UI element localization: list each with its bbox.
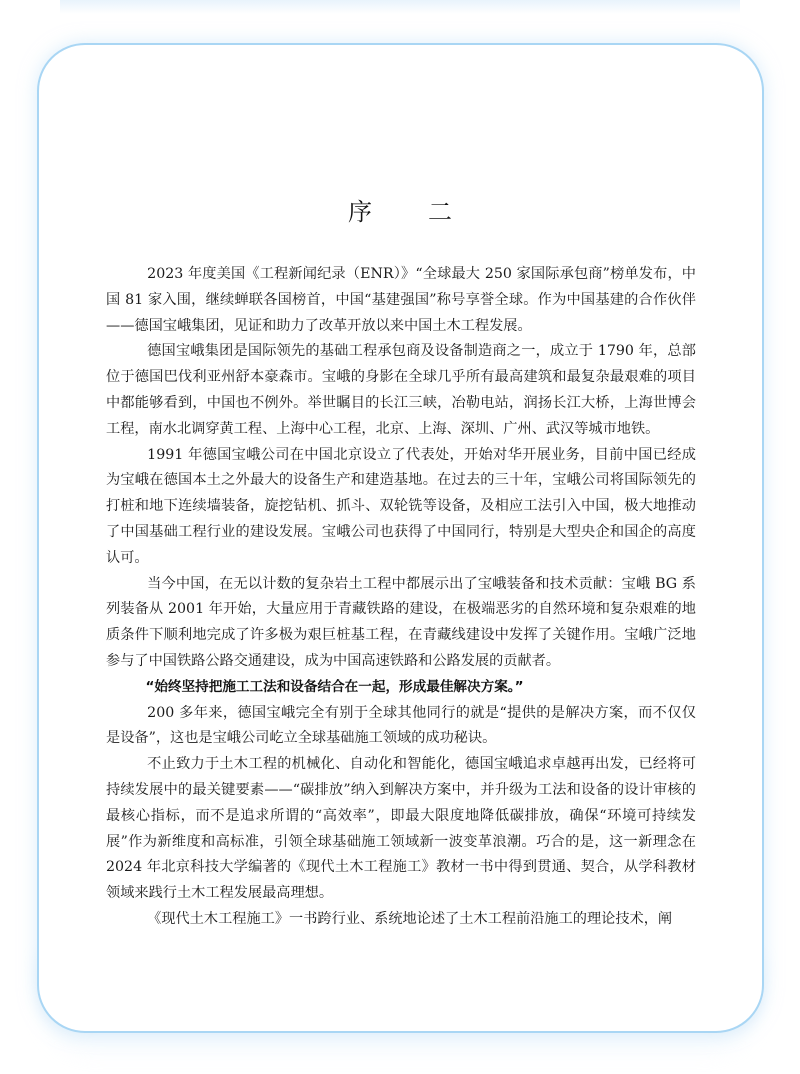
paragraph-qinghai-tibet: 当今中国，在无以计数的复杂岩土工程中都展示出了宝峨装备和技术贡献：宝峨 BG 系列装备从 2001 年开始，大量应用于青藏铁路的建设，在极端恶劣的自然环境和复杂艰难的地质条件下顺利地完成了许多极为艰巨桩基工程，在青藏线建设中发挥了关键作用。宝峨广泛地参与了中国铁路公路交通建设，成为中国高速铁路和公路发展的贡献者。 <box>106 575 696 669</box>
title-char-er: 二 <box>428 198 452 226</box>
preface-body <box>106 262 696 933</box>
paragraph-china-office: 1991 年德国宝峨公司在中国北京设立了代表处，开始对华开展业务，目前中国已经成为宝峨在德国本土之外最大的设备生产和建造基地。在过去的三十年，宝峨公司将国际领先的打桩和地下连续墙装备，旋挖钻机、抓斗、双轮铣等设备，及相应工法引入中国，极大地推动了中国基础工程行业的建设发展。宝峨公司也获得了中国同行，特别是大型央企和国企的高度认可。 <box>106 446 696 566</box>
paragraph-enr-ranking: 2023 年度美国《工程新闻纪录（ENR）》“全球最大 250 家国际承包商”榜单发布，中国 81 家入围，继续蝉联各国榜首，中国“基建强国”称号享誉全球。作为中国基建的合作伙伴——德国宝峨集团，见证和助力了改革开放以来中国土木工程发展。 <box>106 266 696 334</box>
paragraph-carbon-emissions: 不止致力于土木工程的机械化、自动化和智能化，德国宝峨追求卓越再出发，已经将可持续发展中的最关键要素——“碳排放”纳入到解决方案中，并升级为工法和设备的设计审核的最核心指标，而不是追求所谓的“高效率”，即最大限度地降低碳排放，确保“环境可持续发展”作为新维度和高标准，引领全球基础施工领域新一波变革浪潮。巧合的是，这一新理念在 2024 年北京科技大学编著的《现代土木工程施工》教材一书中得到贯通、契合，从学科教材领域来践行土木工程发展最高理想。 <box>106 756 696 902</box>
paragraph-motto-quote: “始终坚持把施工工法和设备结合在一起，形成最佳解决方案。” <box>145 678 524 695</box>
paragraph-bauer-group-intro: 德国宝峨集团是国际领先的基础工程承包商及设备制造商之一，成立于 1790 年，总部位于德国巴伐利亚州舒本豪森市。宝峨的身影在全球几乎所有最高建筑和最复杂最艰难的项目中都能够看到，中国也不例外。举世瞩目的长江三峡，冶勒电站，润扬长江大桥，上海世博会工程，南水北调穿黄工程、上海中心工程，北京、上海、深圳、广州、武汉等城市地铁。 <box>106 343 696 437</box>
page-title <box>0 197 800 227</box>
title-char-xu: 序 <box>348 198 372 226</box>
top-shadow-decoration <box>60 0 740 14</box>
paragraph-solutions: 200 多年来，德国宝峨完全有别于全球其他同行的就是“提供的是解决方案，而不仅仅是设备”，这也是宝峨公司屹立全球基础施工领域的成功秘诀。 <box>106 704 696 747</box>
paragraph-textbook: 《现代土木工程施工》一书跨行业、系统地论述了土木工程前沿施工的理论技术，阐 <box>147 910 673 927</box>
